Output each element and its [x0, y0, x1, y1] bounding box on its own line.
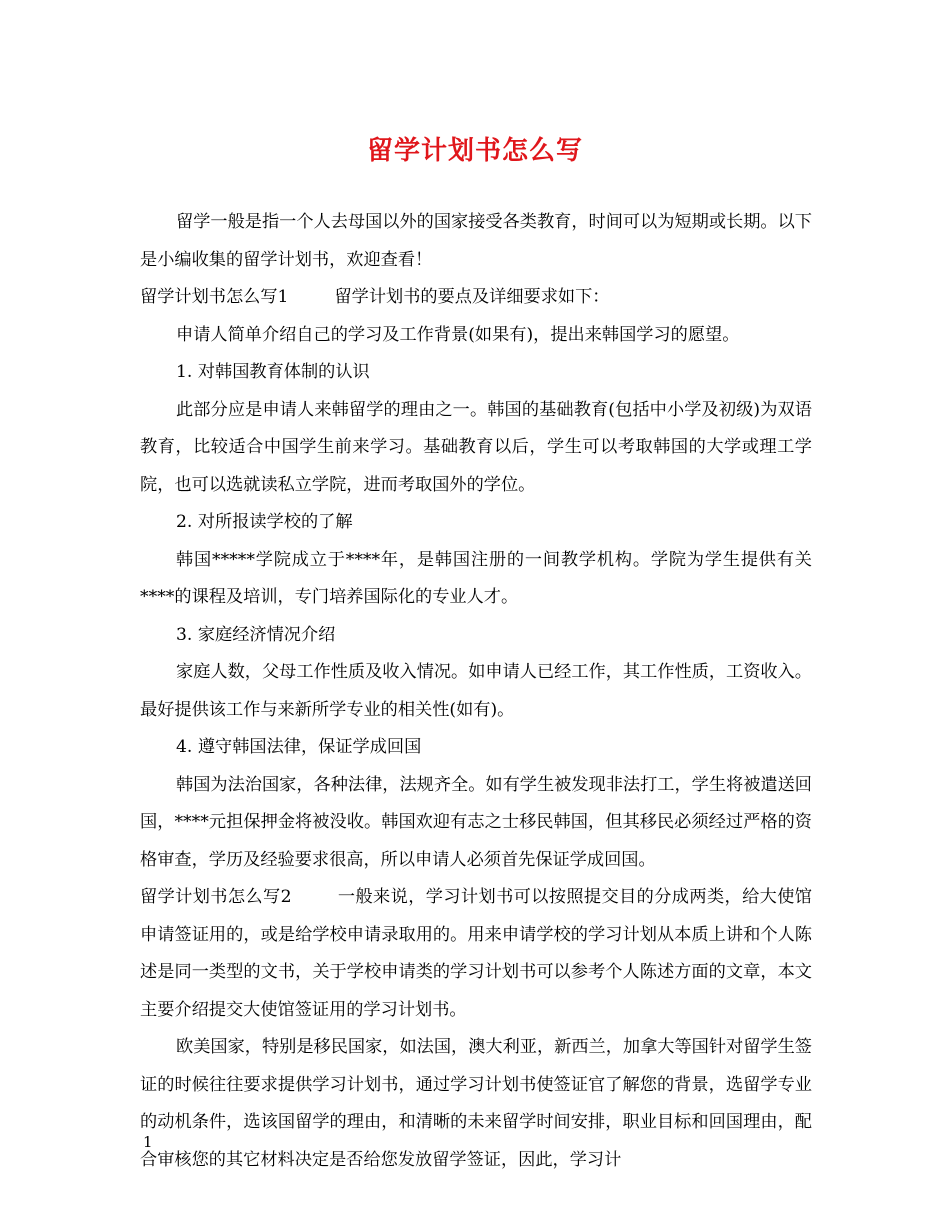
list-item-3-paragraph: 家庭人数，父母工作性质及收入情况。如申请人已经工作，其工作性质，工资收入。最好提供该工作与来新所学专业的相关性(如有)。	[140, 662, 812, 720]
section-1-line	[140, 279, 812, 317]
final-paragraph: 欧美国家，特别是移民国家，如法国，澳大利亚，新西兰，加拿大等国针对留学生签证的时候往往要求提供学习计划书，通过学习计划书使签证官了解您的背景，选留学专业的动机条件，选该国留学的理由，和清晰的未来留学时间安排，职业目标和回国理由，配合审核您的其它材料决定是否给您发放留学签证，因此，学习计	[140, 1037, 812, 1170]
list-item-1-paragraph: 此部分应是申请人来韩留学的理由之一。韩国的基础教育(包括中小学及初级)为双语教育，比较适合中国学生前来学习。基础教育以后，学生可以考取韩国的大学或理工学院，也可以选就读私立学院，进而考取国外的学位。	[140, 399, 812, 495]
list-item-1-heading: 1. 对韩国教育体制的认识	[176, 362, 370, 382]
section-2-heading: 留学计划书怎么写2	[140, 887, 292, 907]
applicant-paragraph: 申请人简单介绍自己的学习及工作背景(如果有)，提出来韩国学习的愿望。	[176, 324, 740, 345]
list-item-2-paragraph: 韩国*****学院成立于****年，是韩国注册的一间教学机构。学院为学生提供有关****的课程及培训，专门培养国际化的专业人才。	[140, 549, 812, 607]
intro-paragraph: 留学一般是指一个人去母国以外的国家接受各类教育，时间可以为短期或长期。以下是小编收集的留学计划书，欢迎查看！	[140, 212, 812, 270]
list-item-2-heading: 2. 对所报读学校的了解	[176, 512, 353, 532]
section-1-lead: 留学计划书的要点及详细要求如下：	[334, 287, 610, 307]
section-1-heading: 留学计划书怎么写1	[140, 287, 289, 307]
list-item-4-paragraph: 韩国为法治国家，各种法律，法规齐全。如有学生被发现非法打工，学生将被遣送回国，****元担保押金将被没收。韩国欢迎有志之士移民韩国，但其移民必须经过严格的资格审查，学历及经验要求很高，所以申请人必须首先保证学成回国。	[140, 774, 812, 870]
document-body	[140, 204, 812, 1179]
list-item-4-heading: 4. 遵守韩国法律，保证学成回国	[176, 737, 422, 757]
list-item-3-heading: 3. 家庭经济情况介绍	[176, 624, 336, 645]
document-title: 留学计划书怎么写	[366, 136, 583, 166]
page-number: 1	[143, 1133, 153, 1151]
section-2-paragraph	[140, 879, 812, 1029]
section-2-lead: 一般来说，学习计划书可以按照提交目的分成两类，给大使馆申请签证用的，或是给学校申请录取用的。用来申请学校的学习计划从本质上讲和个人陈述是同一类型的文书，关于学校申请类的学习计划书可以参考个人陈述方面的文章，本文主要介绍提交大使馆签证用的学习计划书。	[140, 887, 812, 1020]
